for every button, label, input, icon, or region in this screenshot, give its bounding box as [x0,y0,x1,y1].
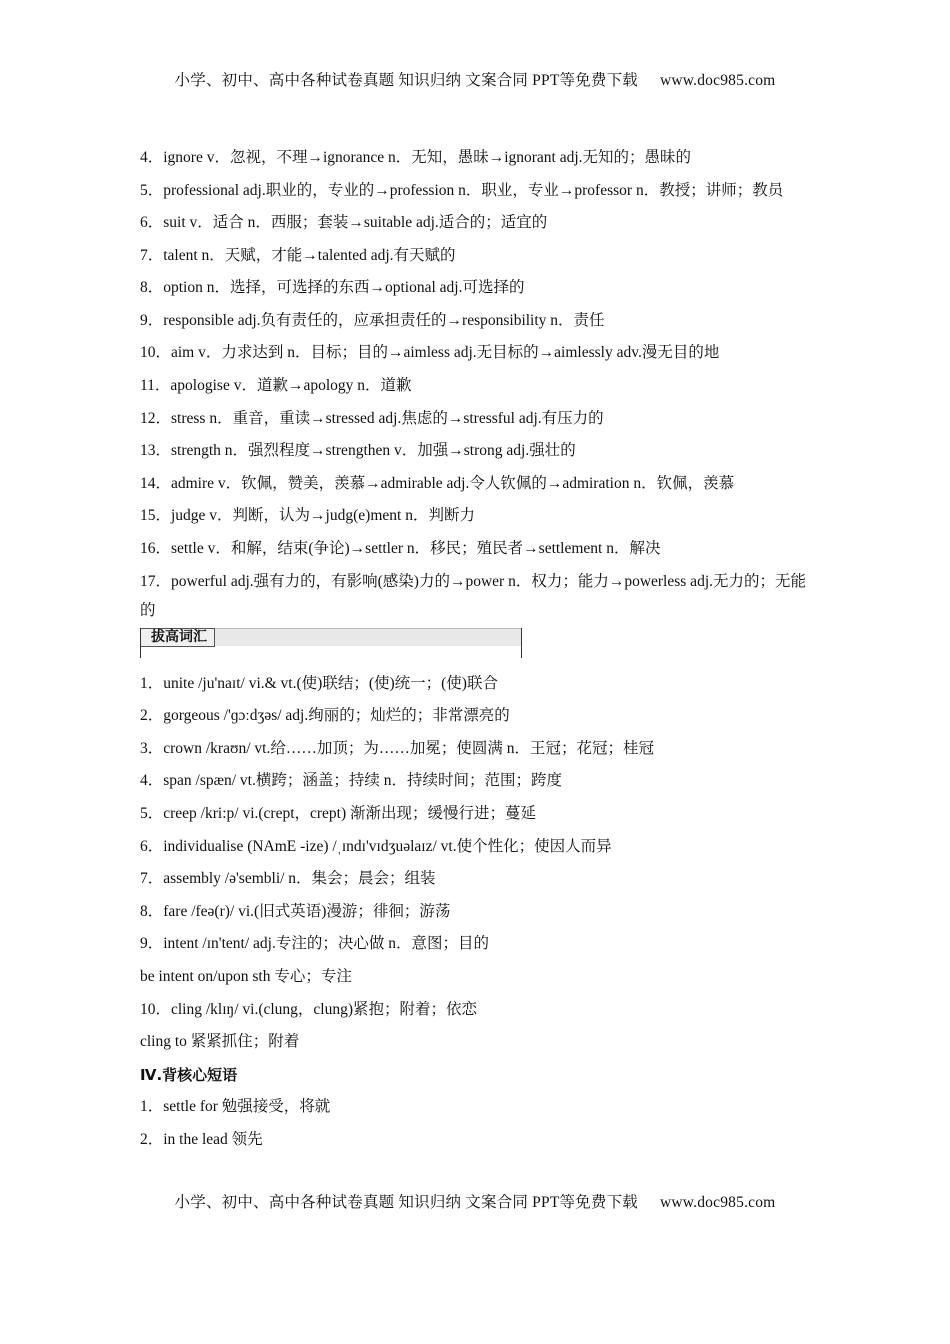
phrase-item: 1．settle for 勉强接受，将就 [140,1098,331,1116]
derivative-item: 12．stress n．重音，重读→stressed adj.焦虑的→stressful adj.有压力的 [140,409,604,427]
derivative-item: 16．settle v．和解，结束(争论)→settler n．移民；殖民者→settlement n．解决 [140,540,661,558]
derivative-item: 10．aim v．力求达到 n．目标；目的→aimless adj.无目标的→aimlessly adv.漫无目的地 [140,344,720,362]
vocab-phrase: cling to 紧紧抓住；附着 [140,1033,300,1051]
vocab-item: 4．span /spæn/ vt.横跨；涵盖；持续 n．持续时间；范围；跨度 [140,772,562,790]
header-url: www.doc985.com [659,72,776,89]
document-body [140,142,812,1157]
derivative-item: 5．professional adj.职业的，专业的→profession n．职业，专业→professor n．教授；讲师；教员 [140,181,784,199]
page-header [0,68,950,90]
derivative-item: 7．talent n．天赋，才能→talented adj.有天赋的 [140,246,456,264]
vocab-item: 5．creep /kri:p/ vi.(crept，crept) 渐渐出现；缓慢行进；蔓延 [140,805,537,822]
derivative-item: 8．option n．选择，可选择的东西→optional adj.可选择的 [140,279,525,297]
vocab-item: 1．unite /ju'naɪt/ vi.& vt.(使)联结；(使)统一；(使)联合 [140,674,498,692]
footer-text: 小学、初中、高中各种试卷真题 知识归纳 文案合同 PPT等免费下载 [174,1194,638,1211]
header-text: 小学、初中、高中各种试卷真题 知识归纳 文案合同 PPT等免费下载 [174,72,638,89]
derivative-item: 9．responsible adj.负有责任的，应承担责任的→responsibility n．责任 [140,311,605,329]
derivative-item: 17．powerful adj.强有力的，有影响(感染)力的→power n．权力；能力→powerless adj.无力的；无能的 [140,572,806,620]
vocab-phrase: be intent on/upon sth 专心；专注 [140,967,352,985]
derivative-item: 4．ignore v．忽视，不理→ignorance n．无知，愚昧→ignorant adj.无知的；愚昧的 [140,149,692,166]
derivative-item: 15．judge v．判断，认为→judg(e)ment n．判断力 [140,507,475,525]
footer-url: www.doc985.com [659,1194,776,1211]
advanced-vocab-heading [140,628,522,658]
section-title: 拔高词汇 [141,628,215,647]
vocab-item: 8．fare /feə(r)/ vi.(旧式英语)漫游；徘徊；游荡 [140,902,451,920]
vocab-item: 9．intent /ɪn'tent/ adj.专注的；决心做 n．意图；目的 [140,935,489,953]
derivative-item: 14．admire v．钦佩，赞美，羡慕→admirable adj.令人钦佩的→admiration n．钦佩，羡慕 [140,474,735,492]
derivative-item: 6．suit v．适合 n．西服；套装→suitable adj.适合的；适宜的 [140,214,548,232]
phrases-heading: Ⅳ.背核心短语 [140,1065,238,1084]
phrase-item: 2．in the lead 领先 [140,1130,263,1148]
vocab-item: 7．assembly /ə'sembli/ n．集会；晨会；组装 [140,870,436,888]
vocab-item: 2．gorgeous /'ɡɔːdʒəs/ adj.绚丽的；灿烂的；非常漂亮的 [140,707,510,725]
derivative-item: 11．apologise v．道歉→apology n．道歉 [140,377,412,395]
derivative-item: 13．strength n．强烈程度→strengthen v．加强→strong adj.强壮的 [140,442,576,460]
vocab-item: 3．crown /kraʊn/ vt.给……加顶；为……加冕；使圆满 n．王冠；花冠；桂冠 [140,739,654,757]
page-footer [0,1190,950,1212]
vocab-item: 10．cling /klɪŋ/ vi.(clung，clung)紧抱；附着；依恋 [140,1000,478,1018]
vocab-item: 6．individualise (NAmE -ize) /ˌɪndɪ'vɪdʒuəlaɪz/ vt.使个性化；使因人而异 [140,837,612,855]
